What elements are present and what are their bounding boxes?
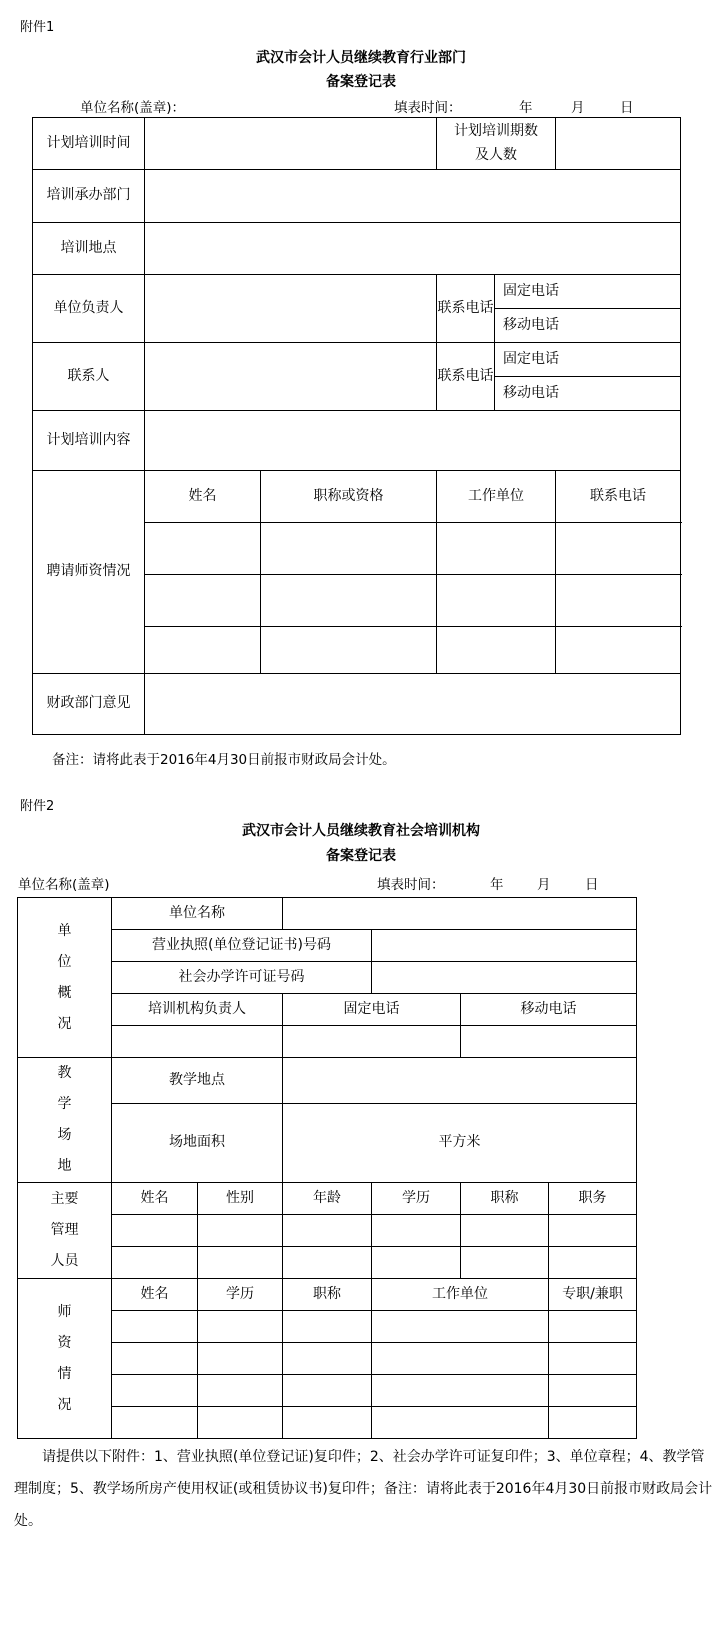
mgmt-col-title: 职称 — [461, 1183, 549, 1215]
contact-person-field[interactable] — [145, 343, 437, 411]
contact-person-label: 联系人 — [33, 343, 145, 411]
teacher-cell[interactable] — [437, 523, 556, 575]
annex2-label: 附件2 — [20, 799, 55, 814]
org-mobile-field[interactable] — [461, 1026, 637, 1058]
teacher-cell[interactable] — [549, 1311, 637, 1343]
unit-head-mobile-label: 移动电话 — [495, 309, 681, 343]
teacher-cell[interactable] — [145, 575, 261, 627]
contact-person-phone-label: 联系电话 — [437, 343, 495, 411]
permit-field[interactable] — [372, 962, 637, 994]
mgmt-cell[interactable] — [112, 1215, 198, 1247]
contact-person-landline-label: 固定电话 — [495, 343, 681, 377]
teacher-cell[interactable] — [437, 575, 556, 627]
teacher-cell[interactable] — [145, 627, 261, 674]
teacher-col-name: 姓名 — [112, 1279, 198, 1311]
teacher-cell[interactable] — [198, 1311, 283, 1343]
unit-head-field[interactable] — [145, 275, 437, 343]
mgmt-cell[interactable] — [372, 1215, 461, 1247]
annex1-title-line2: 备案登记表 — [326, 74, 396, 90]
teacher-cell[interactable] — [198, 1375, 283, 1407]
teacher-cell[interactable] — [283, 1343, 372, 1375]
mgmt-cell[interactable] — [372, 1247, 461, 1279]
mgmt-cell[interactable] — [549, 1247, 637, 1279]
teacher-cell[interactable] — [112, 1407, 198, 1439]
teacher-cell[interactable] — [112, 1311, 198, 1343]
teacher-cell[interactable] — [556, 575, 681, 627]
unit-head-landline-label: 固定电话 — [495, 275, 681, 309]
contact-person-mobile-label: 移动电话 — [495, 377, 681, 411]
annex1-note: 备注：请将此表于2016年4月30日前报市财政局会计处。 — [52, 752, 396, 768]
teacher-col-education: 学历 — [198, 1279, 283, 1311]
organizer-field[interactable] — [145, 170, 681, 223]
teacher-cell[interactable] — [372, 1343, 549, 1375]
location-field[interactable] — [145, 223, 681, 275]
mgmt-col-age: 年龄 — [283, 1183, 372, 1215]
unit-name-label: 单位名称 — [112, 898, 283, 930]
annex2-fill-time-label: 填表时间： — [377, 877, 445, 893]
annex1-title-line1: 武汉市会计人员继续教育行业部门 — [256, 50, 466, 66]
org-landline-label: 固定电话 — [283, 994, 461, 1026]
teacher-cell[interactable] — [261, 627, 437, 674]
teachers-col-workplace: 工作单位 — [437, 471, 556, 523]
mgmt-cell[interactable] — [198, 1247, 283, 1279]
teacher-cell[interactable] — [437, 627, 556, 674]
teacher-cell[interactable] — [198, 1407, 283, 1439]
location-label: 培训地点 — [33, 223, 145, 275]
teacher-cell[interactable] — [556, 523, 681, 575]
teacher-col-type: 专职/兼职 — [549, 1279, 637, 1311]
teacher-cell[interactable] — [372, 1407, 549, 1439]
plan-periods-field[interactable] — [556, 118, 681, 170]
teacher-cell[interactable] — [112, 1343, 198, 1375]
annex1-label: 附件1 — [20, 20, 55, 35]
plan-content-label: 计划培训内容 — [33, 411, 145, 471]
mgmt-cell[interactable] — [112, 1247, 198, 1279]
annex1-unit-name-label: 单位名称(盖章)： — [80, 100, 186, 116]
mgmt-cell[interactable] — [549, 1215, 637, 1247]
annex2-day: 日 — [585, 877, 599, 893]
teacher-cell[interactable] — [372, 1311, 549, 1343]
license-label: 营业执照(单位登记证书)号码 — [112, 930, 372, 962]
venue-section-label: 教 学 场 地 — [18, 1058, 112, 1183]
teacher-cell[interactable] — [261, 575, 437, 627]
teaching-location-field[interactable] — [283, 1058, 637, 1104]
annex2-year: 年 — [490, 877, 504, 893]
teachers-col-phone: 联系电话 — [556, 471, 681, 523]
finance-opinion-label: 财政部门意见 — [33, 674, 145, 735]
finance-opinion-field[interactable] — [145, 674, 681, 735]
annex2-title-line1: 武汉市会计人员继续教育社会培训机构 — [242, 823, 480, 839]
annex1-form-table — [32, 117, 681, 735]
organizer-label: 培训承办部门 — [33, 170, 145, 223]
annex2-form-table — [17, 897, 637, 1439]
plan-time-field[interactable] — [145, 118, 437, 170]
teacher-cell[interactable] — [556, 627, 681, 674]
teachers-col-title: 职称或资格 — [261, 471, 437, 523]
teacher-col-workplace: 工作单位 — [372, 1279, 549, 1311]
teacher-cell[interactable] — [283, 1407, 372, 1439]
unit-name-field[interactable] — [283, 898, 637, 930]
mgmt-cell[interactable] — [198, 1215, 283, 1247]
unit-head-label: 单位负责人 — [33, 275, 145, 343]
annex1-month: 月 — [571, 100, 585, 116]
venue-area-field[interactable]: 平方米 — [283, 1104, 637, 1183]
venue-area-label: 场地面积 — [112, 1104, 283, 1183]
mgmt-col-position: 职务 — [549, 1183, 637, 1215]
org-head-label: 培训机构负责人 — [112, 994, 283, 1026]
teacher-cell[interactable] — [283, 1311, 372, 1343]
annex2-unit-name-label: 单位名称(盖章) — [18, 877, 110, 893]
mgmt-col-gender: 性别 — [198, 1183, 283, 1215]
mgmt-section-label: 主要 管理 人员 — [18, 1183, 112, 1279]
mgmt-col-name: 姓名 — [112, 1183, 198, 1215]
mgmt-cell[interactable] — [461, 1247, 549, 1279]
plan-time-label: 计划培训时间 — [33, 118, 145, 170]
teacher-cell[interactable] — [549, 1375, 637, 1407]
annex2-month: 月 — [537, 877, 551, 893]
teacher-section-label: 师 资 情 况 — [18, 1279, 112, 1439]
teacher-col-title: 职称 — [283, 1279, 372, 1311]
teacher-cell[interactable] — [145, 523, 261, 575]
teacher-cell[interactable] — [283, 1375, 372, 1407]
mgmt-cell[interactable] — [283, 1247, 372, 1279]
annex2-note: 请提供以下附件：1、营业执照(单位登记证)复印件；2、社会办学许可证复印件；3、单位章程；4、教学管理制度；5、教学场所房产使用权证(或租赁协议书)复印件；备注：请将此表于2016年4月30日前报市财政局会计处。 — [14, 1449, 713, 1529]
teacher-cell[interactable] — [198, 1343, 283, 1375]
teacher-cell[interactable] — [261, 523, 437, 575]
org-landline-field[interactable] — [283, 1026, 461, 1058]
mgmt-cell[interactable] — [283, 1215, 372, 1247]
teacher-cell[interactable] — [372, 1375, 549, 1407]
annex1-day: 日 — [620, 100, 634, 116]
teacher-cell[interactable] — [112, 1375, 198, 1407]
annex2-title-line2: 备案登记表 — [326, 848, 396, 864]
org-mobile-label: 移动电话 — [461, 994, 637, 1026]
annex1-fill-time-label: 填表时间： — [394, 100, 462, 116]
mgmt-col-education: 学历 — [372, 1183, 461, 1215]
teachers-col-name: 姓名 — [145, 471, 261, 523]
teacher-cell[interactable] — [549, 1343, 637, 1375]
mgmt-cell[interactable] — [461, 1215, 549, 1247]
org-head-field[interactable] — [112, 1026, 283, 1058]
plan-periods-label: 计划培训期数 及人数 — [437, 118, 556, 170]
teachers-label: 聘请师资情况 — [33, 471, 145, 674]
permit-label: 社会办学许可证号码 — [112, 962, 372, 994]
annex1-year: 年 — [519, 100, 533, 116]
plan-content-field[interactable] — [145, 411, 681, 471]
overview-section-label: 单 位 概 况 — [18, 898, 112, 1058]
unit-head-phone-label: 联系电话 — [437, 275, 495, 343]
teacher-cell[interactable] — [549, 1407, 637, 1439]
teaching-location-label: 教学地点 — [112, 1058, 283, 1104]
license-field[interactable] — [372, 930, 637, 962]
